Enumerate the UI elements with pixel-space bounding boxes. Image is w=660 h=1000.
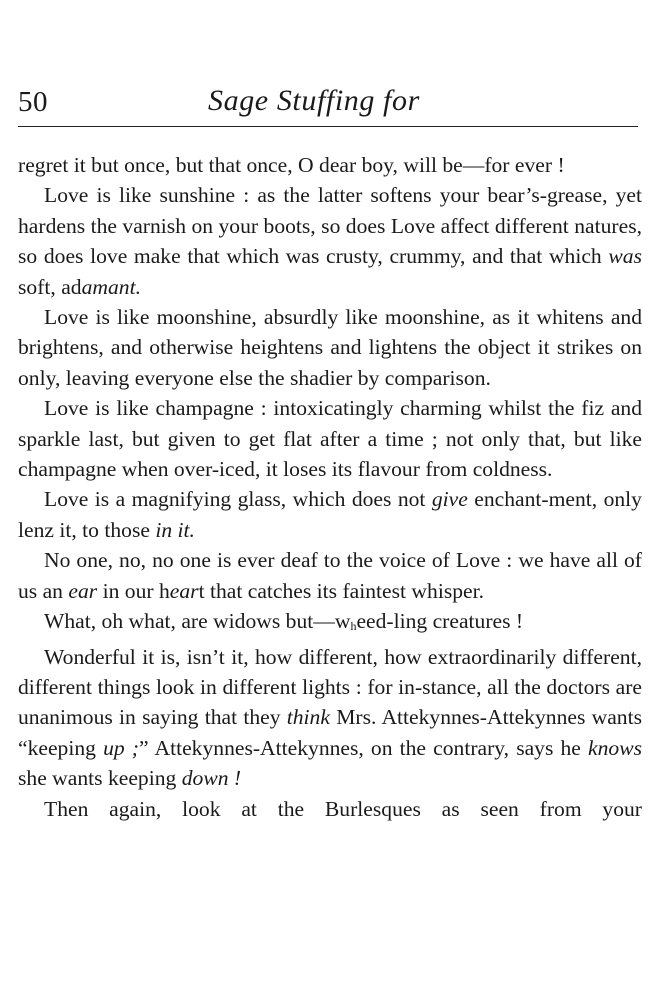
paragraph-voice-of-love: No one, no, no one is ever deaf to the voice of Love : we have all of us an ear in our heart that catches its faintest whisper. [18, 548, 642, 603]
paragraph-love-magnifying-glass: Love is a magnifying glass, which does not give enchant-ment, only lenz it, to those in it. [18, 487, 642, 542]
paragraph-love-moonshine: Love is like moonshine, absurdly like moonshine, as it whitens and brightens, and otherwise heightens and lightens the object it strikes on only, leaving everyone else the shadier by comparison. [18, 305, 642, 390]
paragraph-love-champagne: Love is like champagne : intoxicatingly charming whilst the fiz and sparkle last, but given to get flat after a time ; not only that, but like champagne when over-iced, it loses its flavour from coldness. [18, 396, 642, 482]
paragraph-burlesques: Then again, look at the Burlesques as seen from your [44, 796, 642, 821]
paragraph-widows: What, oh what, are widows but—wheed-ling creatures ! [44, 609, 524, 634]
page-header [18, 82, 642, 124]
header-rule [18, 126, 638, 127]
paragraph-continued: regret it but once, but that once, O dear boy, will be—for ever ! [18, 153, 565, 177]
paragraph-love-sunshine: Love is like sunshine : as the latter softens your bear’s-grease, yet hardens the varnish on your boots, so does Love affect different natures, so does love make that which was crusty, crummy, and that which was soft, adamant. [18, 183, 642, 299]
paragraph-different-lights: Wonderful it is, isn’t it, how different, how extraordinarily different, different things look in different lights : for in-stance, all the doctors are unanimous in saying that they think Mrs. Attekynnes-Attekynnes wants “keeping up ;” Attekynnes-Attekynnes, on the contrary, says he knows she wants keeping down ! [18, 644, 642, 791]
running-title: Sage Stuffing for [208, 84, 420, 117]
page-number: 50 [18, 86, 48, 118]
body-text [18, 150, 642, 824]
